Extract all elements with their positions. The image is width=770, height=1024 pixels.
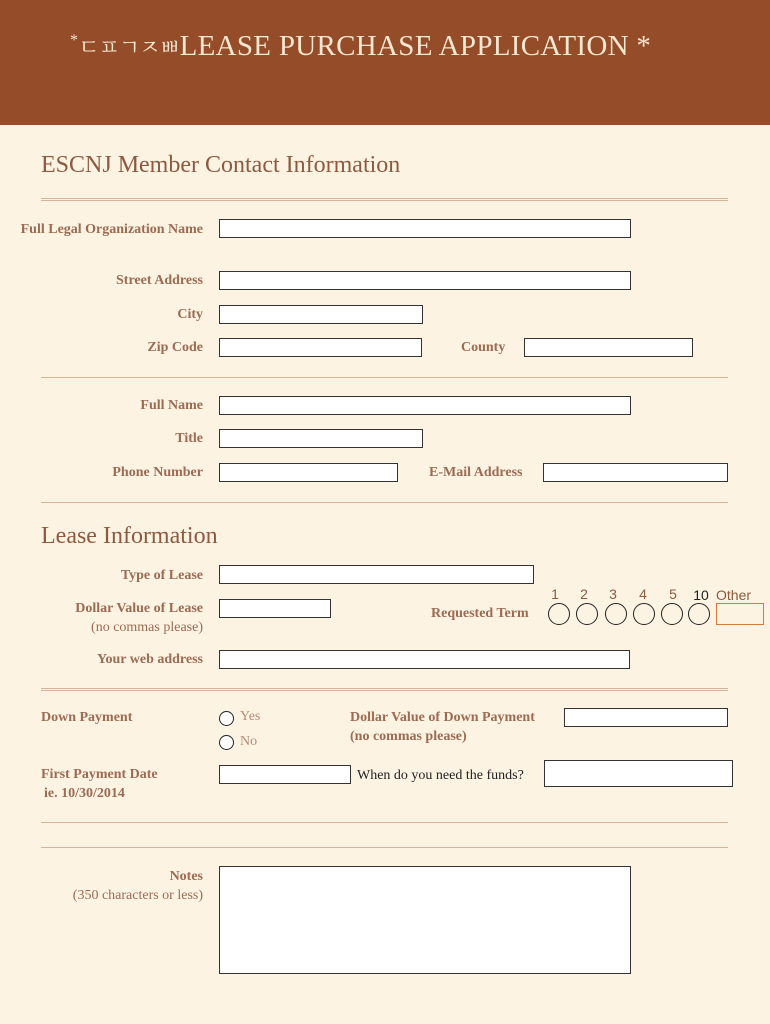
org-name-label: Full Legal Organization Name bbox=[20, 222, 203, 237]
first-payment-label: First Payment Date bbox=[41, 767, 158, 782]
divider bbox=[41, 822, 728, 823]
lease-type-label: Type of Lease bbox=[120, 568, 203, 583]
lease-section-title: Lease Information bbox=[41, 523, 218, 549]
title-field[interactable] bbox=[219, 429, 423, 448]
divider bbox=[41, 377, 728, 378]
notes-sublabel bbox=[73, 887, 203, 905]
web-address-label: Your web address bbox=[96, 652, 203, 667]
county-field[interactable] bbox=[524, 338, 693, 357]
notes-label: Notes bbox=[169, 869, 203, 884]
header-banner bbox=[0, 0, 770, 125]
term-number: 5 bbox=[669, 586, 677, 602]
title-star: * bbox=[70, 32, 79, 49]
section-divider bbox=[41, 688, 728, 691]
lease-value-note: (no commas please) bbox=[91, 620, 203, 635]
down-value-field[interactable] bbox=[564, 708, 728, 727]
section-divider bbox=[41, 198, 728, 201]
org-name-field[interactable] bbox=[219, 219, 631, 238]
down-payment-yes-radio[interactable] bbox=[219, 711, 234, 726]
zip-field[interactable] bbox=[219, 338, 422, 357]
page-title bbox=[70, 30, 651, 63]
lease-value-label: Dollar Value of Lease bbox=[75, 601, 203, 616]
notes-note: (350 characters or less) bbox=[72, 888, 203, 903]
down-payment-no-label: No bbox=[240, 734, 258, 749]
term-label: Requested Term bbox=[431, 606, 529, 621]
full-name-field[interactable] bbox=[219, 396, 631, 415]
email-field[interactable] bbox=[543, 463, 728, 482]
term-number: 3 bbox=[609, 586, 617, 602]
contact-section-title: ESCNJ Member Contact Information bbox=[41, 152, 401, 178]
notes-textarea[interactable] bbox=[219, 866, 631, 974]
funds-date-field[interactable] bbox=[544, 760, 733, 787]
first-payment-sublabel: ie. 10/30/2014 bbox=[44, 786, 125, 801]
title-label: Title bbox=[175, 431, 203, 446]
funds-date-label: When do you need the funds? bbox=[357, 768, 524, 783]
lease-type-field[interactable] bbox=[219, 565, 534, 584]
term-option-2[interactable] bbox=[576, 603, 598, 625]
down-payment-no-radio[interactable] bbox=[219, 735, 234, 750]
term-number: 1 bbox=[551, 586, 559, 602]
term-option-10[interactable] bbox=[688, 603, 710, 625]
down-payment-yes-label: Yes bbox=[240, 709, 261, 724]
term-option-1[interactable] bbox=[548, 603, 570, 625]
full-name-label: Full Name bbox=[140, 398, 203, 413]
term-other-field[interactable] bbox=[716, 603, 764, 625]
term-option-3[interactable] bbox=[605, 603, 627, 625]
zip-label: Zip Code bbox=[147, 340, 203, 355]
divider bbox=[41, 502, 728, 503]
term-option-4[interactable] bbox=[633, 603, 655, 625]
first-payment-field[interactable] bbox=[219, 765, 351, 784]
email-label: E-Mail Address bbox=[429, 465, 523, 480]
web-address-field[interactable] bbox=[219, 650, 630, 669]
term-option-5[interactable] bbox=[661, 603, 683, 625]
down-payment-label: Down Payment bbox=[41, 710, 133, 725]
phone-label: Phone Number bbox=[112, 465, 203, 480]
city-label: City bbox=[177, 307, 203, 322]
street-label: Street Address bbox=[116, 273, 203, 288]
term-other-label: Other bbox=[716, 587, 752, 603]
title-text: LEASE PURCHASE APPLICATION * bbox=[179, 30, 652, 62]
phone-field[interactable] bbox=[219, 463, 398, 482]
term-number: 10 bbox=[693, 587, 709, 603]
lease-value-sublabel bbox=[91, 619, 203, 637]
term-number: 4 bbox=[639, 586, 647, 602]
divider bbox=[41, 847, 728, 848]
lease-value-field[interactable] bbox=[219, 599, 331, 618]
street-field[interactable] bbox=[219, 271, 631, 290]
county-label: County bbox=[461, 340, 506, 355]
down-value-label: Dollar Value of Down Payment bbox=[350, 710, 535, 725]
down-value-sublabel: (no commas please) bbox=[350, 729, 467, 744]
title-glyph: ㄷㅍㄱㅈㅃ bbox=[78, 36, 180, 61]
term-number: 2 bbox=[580, 586, 588, 602]
city-field[interactable] bbox=[219, 305, 423, 324]
